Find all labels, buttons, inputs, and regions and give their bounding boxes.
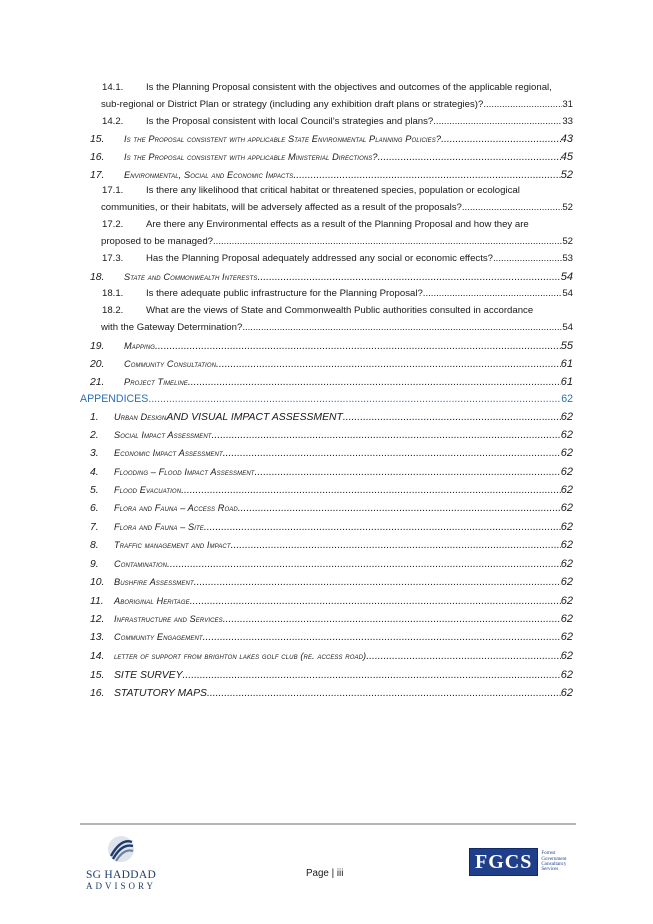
- appendix-title: Bushfire Assessment: [114, 577, 194, 587]
- appendix-title: Aboriginal Heritage: [114, 596, 190, 606]
- appendix-entry[interactable]: [90, 502, 573, 514]
- appendix-number: 1.: [90, 412, 99, 423]
- toc-entry-page: 52: [562, 202, 573, 213]
- toc-entry-page: 54: [562, 322, 573, 333]
- toc-entry-title-cont: sub-regional or District Plan or strategy (including any exhibition draft plans or strategies)?: [101, 99, 484, 110]
- appendix-title: Contamination: [114, 559, 168, 569]
- toc-leader-dots: [493, 253, 562, 264]
- toc-entry-title: Project Timeline: [124, 377, 188, 387]
- appendix-page: 62: [560, 447, 573, 459]
- toc-entry-number: 14.2.: [102, 116, 124, 127]
- toc-leader-dots: [343, 412, 561, 423]
- toc-entry-continuation[interactable]: [101, 99, 573, 110]
- toc-leader-dots: [213, 236, 562, 247]
- toc-entry-page: 55: [560, 340, 573, 352]
- toc-leader-dots: [204, 522, 561, 533]
- appendix-page: 62: [560, 484, 573, 496]
- toc-entry[interactable]: [102, 253, 573, 264]
- toc-leader-dots: [181, 485, 561, 496]
- toc-entry-page: 31: [562, 99, 573, 110]
- toc-entry[interactable]: [90, 133, 573, 145]
- toc-entry-page: 45: [560, 151, 573, 163]
- appendix-page: 62: [560, 631, 573, 643]
- toc-leader-dots: [255, 467, 561, 478]
- toc-entry[interactable]: [90, 376, 573, 388]
- appendix-number: 14.: [90, 651, 105, 662]
- appendix-title-caps: SITE SURVEY: [114, 670, 183, 681]
- appendices-page: 62: [561, 393, 573, 405]
- logo-subname: ADVISORY: [85, 881, 156, 891]
- appendices-heading[interactable]: [80, 393, 573, 405]
- toc-entry-title-cont: with the Gateway Determination?: [101, 322, 243, 333]
- toc-entry[interactable]: [102, 116, 573, 127]
- toc-leader-dots: [183, 670, 561, 681]
- toc-entry[interactable]: [90, 340, 573, 352]
- toc-entry[interactable]: [102, 305, 573, 316]
- appendix-number: 12.: [90, 614, 105, 625]
- logo-name: SG HADDAD: [85, 869, 157, 881]
- appendix-page: 62: [560, 429, 573, 441]
- appendix-entry[interactable]: [90, 576, 573, 588]
- toc-leader-dots: [366, 651, 561, 662]
- toc-entry[interactable]: [102, 185, 573, 196]
- appendix-number: 6.: [90, 503, 99, 514]
- toc-entry-title: State and Commonwealth Interests: [124, 272, 258, 282]
- toc-entry-title: Community Consultation: [124, 359, 217, 369]
- toc-entry-title: Is the Proposal consistent with local Council’s strategies and plans?: [146, 116, 434, 127]
- appendix-number: 5.: [90, 485, 99, 496]
- appendix-number: 10.: [90, 577, 105, 588]
- toc-entry[interactable]: [102, 219, 573, 230]
- toc-entry[interactable]: [90, 271, 573, 283]
- appendix-page: 62: [560, 502, 573, 514]
- appendices-title: APPENDICES: [80, 393, 149, 405]
- appendix-number: 9.: [90, 559, 99, 570]
- appendix-page: 62: [560, 466, 573, 478]
- toc-entry-page: 61: [560, 376, 573, 388]
- toc-leader-dots: [223, 614, 561, 625]
- toc-entry-page: 61: [560, 358, 573, 370]
- footer-divider: [80, 823, 576, 825]
- toc-leader-dots: [238, 503, 561, 514]
- appendix-page: 62: [560, 595, 573, 607]
- toc-leader-dots: [293, 170, 560, 181]
- toc-entry-number: 18.2.: [102, 305, 124, 316]
- appendix-page: 62: [560, 650, 573, 662]
- appendix-number: 13.: [90, 632, 105, 643]
- appendix-page: 62: [560, 669, 573, 681]
- sg-haddad-logo: [82, 834, 160, 891]
- toc-leader-dots: [462, 202, 562, 213]
- appendix-page: 62: [560, 613, 573, 625]
- toc-entry-number: 21.: [90, 377, 105, 388]
- toc-leader-dots: [423, 288, 563, 299]
- toc-entry-number: 17.: [90, 170, 105, 181]
- appendix-page: 62: [560, 521, 573, 533]
- appendix-entry[interactable]: [90, 613, 573, 625]
- toc-leader-dots: [216, 359, 561, 370]
- toc-entry-title: Are there any Environmental effects as a result of the Planning Proposal and how they are: [146, 219, 529, 230]
- toc-entry-page: 43: [560, 133, 573, 145]
- appendix-entry[interactable]: [90, 447, 573, 459]
- appendix-title: letter of support from brighton lakes golf club (re. access road): [114, 651, 367, 661]
- toc-leader-dots: [148, 393, 561, 405]
- appendix-title: Flood Evacuation: [114, 485, 182, 495]
- appendix-number: 11.: [90, 596, 104, 607]
- toc-entry-title: Is the Proposal consistent with applicable State Environmental Planning Policies?: [124, 134, 442, 144]
- appendix-title: Urban Design: [114, 412, 167, 422]
- toc-entry-continuation[interactable]: [101, 322, 573, 333]
- appendix-entry[interactable]: [90, 631, 573, 643]
- appendix-entry[interactable]: [90, 687, 573, 699]
- toc-leader-dots: [242, 322, 562, 333]
- appendix-title: Flora and Fauna – Access Road: [114, 503, 238, 513]
- toc-entry-page: 52: [560, 169, 573, 181]
- toc-entry-number: 17.1.: [102, 185, 124, 196]
- toc-entry-title: Has the Planning Proposal adequately addressed any social or economic effects?: [146, 253, 494, 264]
- toc-entry-title: Is there any likelihood that critical habitat or threatened species, population or ecological: [146, 185, 520, 196]
- appendix-number: 15.: [90, 670, 105, 681]
- toc-leader-dots: [258, 272, 561, 283]
- appendix-entry[interactable]: [90, 466, 573, 478]
- appendix-entry[interactable]: [90, 411, 573, 423]
- toc-entry-number: 19.: [90, 341, 105, 352]
- toc-entry-title: Environmental, Social and Economic Impacts: [124, 170, 294, 180]
- appendix-title: Community Engagement: [114, 632, 203, 642]
- appendix-entry[interactable]: [90, 650, 573, 662]
- toc-leader-dots: [212, 430, 561, 441]
- appendix-entry[interactable]: [90, 669, 573, 681]
- appendix-title: Flooding – Flood Impact Assessment: [114, 467, 255, 477]
- toc-entry-page: 54: [562, 288, 573, 299]
- toc-entry-title-cont: proposed to be managed?: [101, 236, 214, 247]
- appendix-number: 7.: [90, 522, 99, 533]
- appendix-title-caps: STATUTORY MAPS: [114, 688, 207, 699]
- toc-entry-number: 18.1.: [102, 288, 124, 299]
- toc-entry-page: 53: [562, 253, 573, 264]
- toc-entry[interactable]: [102, 82, 573, 93]
- toc-entry-number: 20.: [90, 359, 105, 370]
- appendix-title: Economic Impact Assessment: [114, 448, 223, 458]
- toc-entry-number: 15.: [90, 134, 105, 145]
- appendix-title: Infrastructure and Services: [114, 614, 223, 624]
- appendix-entry[interactable]: [90, 539, 573, 551]
- toc-leader-dots: [231, 540, 561, 551]
- appendix-page: 62: [560, 687, 573, 699]
- appendix-title: Social Impact Assessment: [114, 430, 212, 440]
- toc-leader-dots: [155, 341, 561, 352]
- appendix-number: 16.: [90, 688, 105, 699]
- toc-leader-dots: [433, 116, 562, 127]
- appendix-page: 62: [560, 539, 573, 551]
- toc-entry[interactable]: [102, 288, 573, 299]
- toc-leader-dots: [378, 152, 561, 163]
- fgcs-logo: [469, 848, 566, 876]
- toc-entry-title: Mapping: [124, 341, 156, 351]
- appendix-title: Flora and Fauna – Site: [114, 522, 204, 532]
- toc-leader-dots: [207, 688, 561, 699]
- toc-entry-title: What are the views of State and Commonwealth Public authorities consulted in accordance: [146, 305, 534, 316]
- appendix-number: 2.: [90, 430, 99, 441]
- toc-entry[interactable]: [90, 169, 573, 181]
- appendix-page: 62: [560, 558, 573, 570]
- toc-entry-page: 52: [562, 236, 573, 247]
- toc-leader-dots: [223, 448, 561, 459]
- toc-entry-title: Is there adequate public infrastructure for the Planning Proposal?: [146, 288, 423, 299]
- sg-haddad-emblem-icon: [106, 834, 136, 864]
- appendix-title: Traffic management and Impact: [114, 540, 231, 550]
- fgcs-logo-subtext: Forrest Government Consultancy Services: [541, 851, 567, 873]
- appendix-number: 8.: [90, 540, 99, 551]
- fgcs-logo-text: FGCS: [469, 848, 538, 876]
- toc-entry[interactable]: [90, 151, 573, 163]
- toc-leader-dots: [188, 377, 561, 388]
- toc-leader-dots: [167, 559, 561, 570]
- appendix-entry[interactable]: [90, 429, 573, 441]
- toc-entry-title: Is the Planning Proposal consistent with the objectives and outcomes of the applicable regional,: [146, 82, 552, 93]
- appendix-number: 4.: [90, 467, 99, 478]
- appendix-entry[interactable]: [90, 484, 573, 496]
- toc-leader-dots: [190, 596, 561, 607]
- appendix-page: 62: [560, 411, 573, 423]
- toc-entry-title-cont: communities, or their habitats, will be adversely affected as a result of the proposals?: [101, 202, 462, 213]
- toc-entry-page: 54: [560, 271, 573, 283]
- toc-entry-number: 17.2.: [102, 219, 124, 230]
- toc-leader-dots: [441, 134, 561, 145]
- appendix-entry[interactable]: [90, 595, 573, 607]
- toc-leader-dots: [483, 99, 562, 110]
- appendix-entry[interactable]: [90, 521, 573, 533]
- toc-entry-number: 18.: [90, 272, 105, 283]
- toc-entry-page: 33: [562, 116, 573, 127]
- toc-entry-number: 17.3.: [102, 253, 124, 264]
- toc-entry-number: 16.: [90, 152, 105, 163]
- toc-entry-continuation[interactable]: [101, 202, 573, 213]
- page-number: Page | iii: [306, 868, 344, 879]
- toc-entry-title: Is the Proposal consistent with applicable Ministerial Directions?: [124, 152, 378, 162]
- toc-leader-dots: [194, 577, 561, 588]
- appendix-entry[interactable]: [90, 558, 573, 570]
- appendix-page: 62: [560, 576, 573, 588]
- toc-entry-number: 14.1.: [102, 82, 124, 93]
- appendix-title-caps: AND VISUAL IMPACT ASSESSMENT: [166, 412, 343, 423]
- toc-entry-continuation[interactable]: [101, 236, 573, 247]
- toc-leader-dots: [203, 632, 561, 643]
- appendix-number: 3.: [90, 448, 99, 459]
- toc-entry[interactable]: [90, 358, 573, 370]
